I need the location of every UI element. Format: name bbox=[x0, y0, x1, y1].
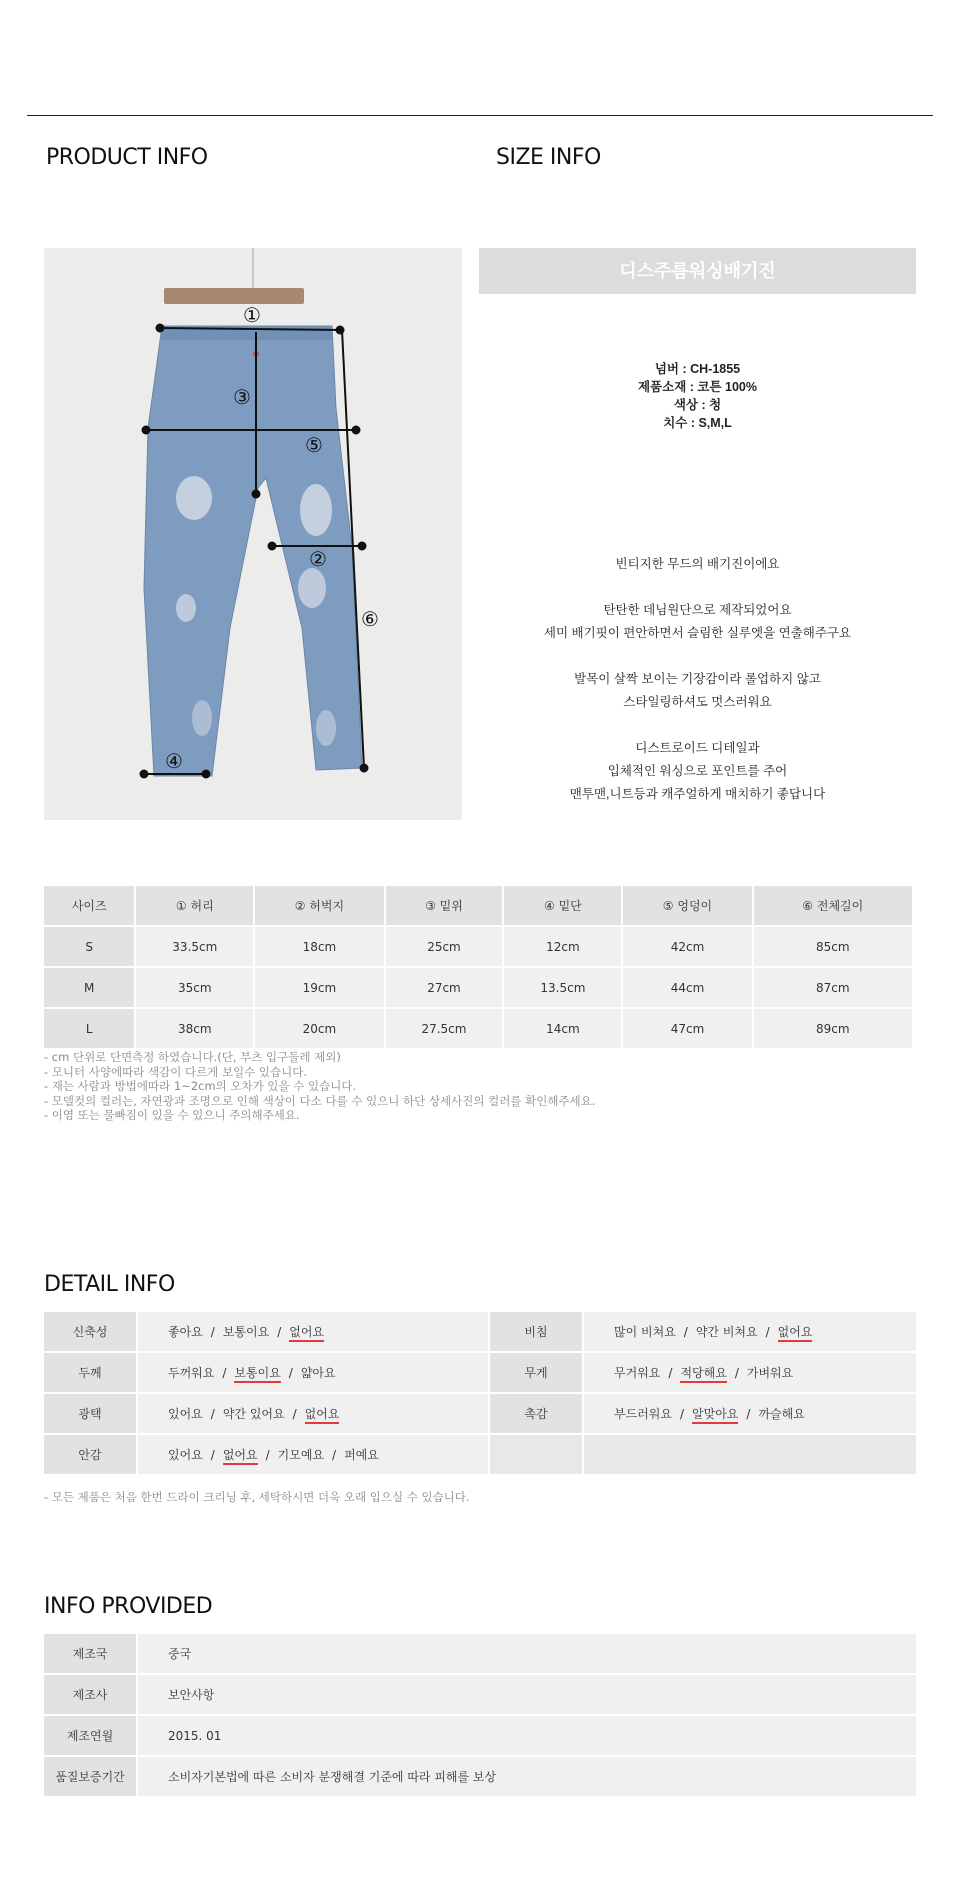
size-col-header: 사이즈 bbox=[44, 886, 134, 925]
size-cell: 44cm bbox=[623, 968, 751, 1007]
rise-point bbox=[253, 491, 260, 498]
detail-option-selected: 보통이요 bbox=[234, 1366, 280, 1383]
size-cell: 85cm bbox=[754, 927, 912, 966]
detail-row bbox=[44, 1435, 916, 1474]
detail-label: 신축성 bbox=[44, 1312, 136, 1351]
description-paragraph bbox=[479, 599, 916, 645]
size-cell: 19cm bbox=[255, 968, 383, 1007]
product-photo bbox=[44, 248, 462, 820]
size-cell: 12cm bbox=[504, 927, 621, 966]
size-note: - cm 단위로 단면측정 하였습니다.(단, 부츠 입구둘레 제외) bbox=[44, 1050, 341, 1064]
hanger-bar bbox=[164, 288, 304, 304]
marker-1: ① bbox=[243, 303, 261, 327]
detail-options bbox=[138, 1353, 488, 1392]
description-line: 입체적인 워싱으로 포인트를 주어 bbox=[607, 764, 788, 778]
option-separator: / bbox=[765, 1325, 770, 1339]
size-col-header: ① 허리 bbox=[136, 886, 253, 925]
hem-point bbox=[141, 771, 148, 778]
spec-color: 색상 : 청 bbox=[673, 398, 722, 412]
description-line: 디스트로이드 디테일과 bbox=[635, 741, 760, 755]
detail-option: 약간 비쳐요 bbox=[695, 1325, 758, 1339]
spec-material: 제품소재 : 코튼 100% bbox=[637, 380, 757, 394]
top-divider bbox=[27, 115, 933, 116]
size-cell: 38cm bbox=[136, 1009, 253, 1048]
detail-label: 촉감 bbox=[490, 1394, 582, 1433]
description-line: 스타일링하셔도 멋스러워요 bbox=[623, 695, 772, 709]
detail-option: 많이 비쳐요 bbox=[614, 1325, 676, 1339]
size-cell: 89cm bbox=[754, 1009, 912, 1048]
detail-row bbox=[44, 1394, 916, 1433]
description-paragraph bbox=[479, 668, 916, 714]
option-separator: / bbox=[668, 1366, 673, 1380]
distress-patch bbox=[298, 568, 326, 608]
info-label: 품질보증기간 bbox=[44, 1757, 136, 1796]
jeans-shape bbox=[144, 326, 362, 776]
thigh-point bbox=[269, 543, 276, 550]
size-table-row bbox=[44, 1009, 916, 1048]
detail-option: 약간 있어요 bbox=[222, 1407, 285, 1421]
detail-options bbox=[138, 1394, 488, 1433]
size-cell: L bbox=[44, 1009, 134, 1048]
option-separator: / bbox=[288, 1366, 293, 1380]
size-cell: 47cm bbox=[623, 1009, 751, 1048]
info-value: 중국 bbox=[138, 1634, 916, 1673]
detail-options bbox=[584, 1353, 916, 1392]
size-col-header: ⑥ 전체길이 bbox=[754, 886, 912, 925]
detail-option: 부드러워요 bbox=[614, 1407, 672, 1421]
detail-options bbox=[584, 1312, 916, 1351]
product-name-banner: 디스주름워싱배기진 bbox=[479, 248, 916, 294]
description-line: 빈티지한 무드의 배기진이에요 bbox=[615, 557, 780, 571]
detail-option: 퍼예요 bbox=[344, 1448, 379, 1462]
size-cell: 87cm bbox=[754, 968, 912, 1007]
waist-point bbox=[157, 325, 164, 332]
option-separator: / bbox=[222, 1366, 227, 1380]
description-line: 세미 배기핏이 편안하면서 슬림한 실루엣을 연출해주구요 bbox=[543, 626, 852, 640]
size-table-header-row bbox=[44, 886, 916, 925]
detail-row bbox=[44, 1353, 916, 1392]
detail-label: 무게 bbox=[490, 1353, 582, 1392]
detail-label: 광택 bbox=[44, 1394, 136, 1433]
detail-options bbox=[138, 1312, 488, 1351]
option-separator: / bbox=[292, 1407, 297, 1421]
size-table-row bbox=[44, 968, 916, 1007]
option-separator: / bbox=[332, 1448, 337, 1462]
size-col-header: ⑤ 엉덩이 bbox=[623, 886, 751, 925]
size-notes bbox=[44, 1050, 595, 1123]
description-paragraph bbox=[479, 737, 916, 806]
size-col-header: ③ 밑위 bbox=[386, 886, 503, 925]
hip-point bbox=[143, 427, 150, 434]
info-label: 제조국 bbox=[44, 1634, 136, 1673]
detail-label: 비침 bbox=[490, 1312, 582, 1351]
size-col-header: ② 허벅지 bbox=[255, 886, 383, 925]
detail-options bbox=[584, 1435, 916, 1474]
detail-options bbox=[138, 1435, 488, 1474]
size-cell: 33.5cm bbox=[136, 927, 253, 966]
option-separator: / bbox=[734, 1366, 739, 1380]
size-table bbox=[42, 884, 918, 1050]
thigh-point bbox=[359, 543, 366, 550]
size-table-row bbox=[44, 927, 916, 966]
jeans-measurement-illustration bbox=[44, 248, 462, 820]
info-row bbox=[44, 1757, 916, 1796]
product-info-heading: PRODUCT INFO bbox=[46, 145, 208, 170]
hip-point bbox=[353, 427, 360, 434]
option-separator: / bbox=[277, 1325, 282, 1339]
option-separator: / bbox=[210, 1448, 215, 1462]
detail-option: 보통이요 bbox=[222, 1325, 270, 1339]
spec-number: 넘버 : CH-1855 bbox=[654, 362, 741, 376]
option-separator: / bbox=[210, 1325, 215, 1339]
distress-patch bbox=[316, 710, 336, 746]
info-row bbox=[44, 1634, 916, 1673]
marker-2: ② bbox=[309, 547, 327, 571]
info-value: 2015. 01 bbox=[138, 1716, 916, 1755]
detail-option-selected: 적당해요 bbox=[680, 1366, 726, 1383]
marker-4: ④ bbox=[165, 749, 183, 773]
detail-option: 두꺼워요 bbox=[168, 1366, 215, 1380]
size-cell: 27cm bbox=[386, 968, 503, 1007]
option-separator: / bbox=[683, 1325, 688, 1339]
info-provided-table bbox=[42, 1632, 918, 1798]
size-cell: 13.5cm bbox=[504, 968, 621, 1007]
size-cell: S bbox=[44, 927, 134, 966]
info-label: 제조연월 bbox=[44, 1716, 136, 1755]
detail-option: 얇아요 bbox=[300, 1366, 336, 1380]
detail-option: 좋아요 bbox=[168, 1325, 203, 1339]
size-cell: 27.5cm bbox=[386, 1009, 503, 1048]
marker-3: ③ bbox=[233, 385, 251, 409]
size-note: - 재는 사람과 방법에따라 1~2cm의 오차가 있을 수 있습니다. bbox=[44, 1079, 357, 1093]
detail-label: 두께 bbox=[44, 1353, 136, 1392]
size-note: - 모델컷의 컬러는, 자연광과 조명으로 인해 색상이 다소 다를 수 있으니 하단 상세사진의 컬러를 확인해주세요. bbox=[44, 1093, 596, 1108]
option-separator: / bbox=[210, 1407, 215, 1421]
info-provided-heading: INFO PROVIDED bbox=[44, 1594, 213, 1619]
size-note: - 이염 또는 물빠짐이 있을 수 있으니 주의해주세요. bbox=[44, 1108, 300, 1122]
description-line: 발목이 살짝 보이는 기장감이라 롤업하지 않고 bbox=[574, 672, 821, 686]
size-cell: 18cm bbox=[255, 927, 383, 966]
detail-label bbox=[490, 1435, 582, 1474]
distress-patch bbox=[176, 594, 196, 622]
detail-option: 무거워요 bbox=[614, 1366, 661, 1380]
detail-label: 안감 bbox=[44, 1435, 136, 1474]
detail-option-selected: 알맞아요 bbox=[692, 1407, 738, 1424]
marker-5: ⑤ bbox=[305, 433, 323, 457]
length-point bbox=[361, 765, 368, 772]
info-row bbox=[44, 1716, 916, 1755]
size-info-heading: SIZE INFO bbox=[496, 145, 601, 170]
detail-option: 있어요 bbox=[168, 1448, 203, 1462]
size-col-header: ④ 밑단 bbox=[504, 886, 621, 925]
care-note: - 모든 제품은 처음 한번 드라이 크리닝 후, 세탁하시면 더욱 오래 입으실 수 있습니다. bbox=[44, 1490, 470, 1504]
detail-info-heading: DETAIL INFO bbox=[44, 1272, 175, 1297]
option-separator: / bbox=[679, 1407, 685, 1421]
distress-patch bbox=[300, 484, 332, 536]
distress-patch bbox=[176, 476, 212, 520]
description-line: 탄탄한 데님원단으로 제작되었어요 bbox=[603, 603, 792, 617]
distress-patch bbox=[192, 700, 212, 736]
product-specs bbox=[479, 360, 916, 432]
option-separator: / bbox=[746, 1407, 751, 1421]
detail-option-selected: 없어요 bbox=[778, 1325, 813, 1342]
detail-option-selected: 없어요 bbox=[305, 1407, 340, 1424]
detail-options bbox=[584, 1394, 916, 1433]
option-separator: / bbox=[265, 1448, 270, 1462]
info-value: 보안사항 bbox=[138, 1675, 916, 1714]
info-value: 소비자기본법에 따른 소비자 분쟁해결 기준에 따라 피해를 보상 bbox=[138, 1757, 916, 1796]
detail-option: 가벼워요 bbox=[746, 1366, 794, 1380]
size-cell: M bbox=[44, 968, 134, 1007]
detail-option: 기모예요 bbox=[277, 1448, 325, 1462]
size-cell: 20cm bbox=[255, 1009, 383, 1048]
detail-table bbox=[42, 1310, 918, 1476]
marker-6: ⑥ bbox=[361, 607, 379, 631]
hem-point bbox=[203, 771, 210, 778]
size-cell: 42cm bbox=[623, 927, 751, 966]
detail-option: 까슬해요 bbox=[758, 1407, 805, 1421]
description-paragraph bbox=[479, 553, 916, 576]
spec-size: 치수 : S,M,L bbox=[663, 416, 732, 430]
size-note: - 모니터 사양에따라 색감이 다르게 보일수 있습니다. bbox=[44, 1064, 308, 1079]
description-line: 맨투맨,니트등과 캐주얼하게 매치하기 좋답니다 bbox=[569, 787, 826, 801]
info-label: 제조사 bbox=[44, 1675, 136, 1714]
detail-option: 있어요 bbox=[168, 1407, 203, 1421]
detail-option-selected: 없어요 bbox=[289, 1325, 324, 1342]
size-cell: 35cm bbox=[136, 968, 253, 1007]
info-row bbox=[44, 1675, 916, 1714]
detail-row bbox=[44, 1312, 916, 1351]
detail-option-selected: 없어요 bbox=[223, 1448, 258, 1465]
size-cell: 14cm bbox=[504, 1009, 621, 1048]
size-cell: 25cm bbox=[386, 927, 503, 966]
